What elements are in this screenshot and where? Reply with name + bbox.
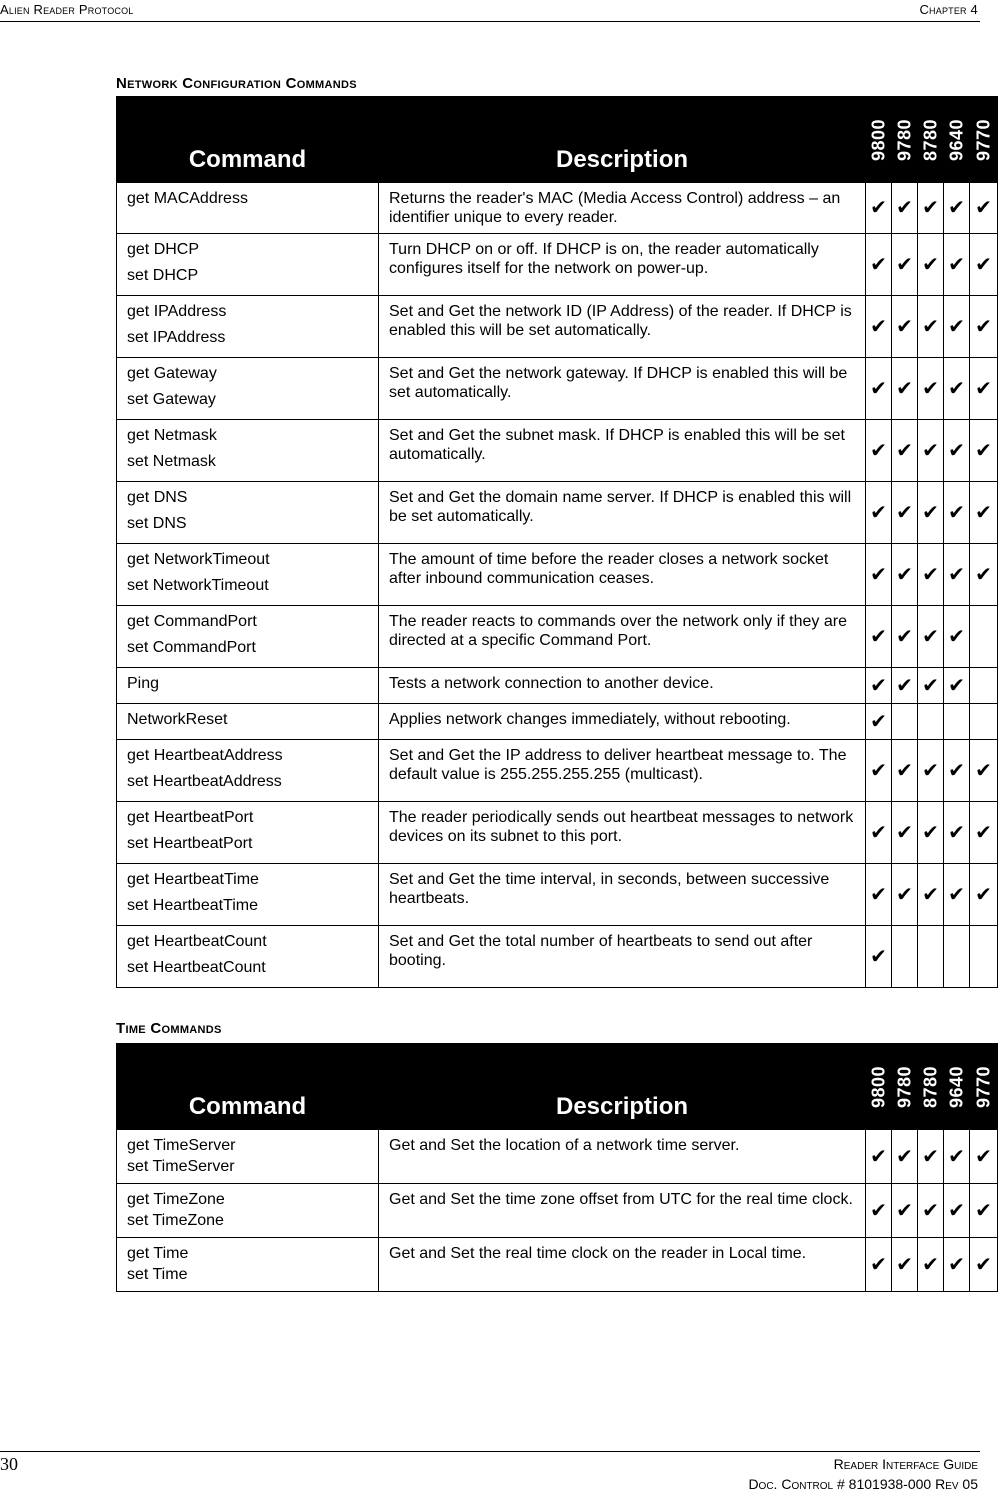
table-row <box>117 1238 998 1292</box>
column-header-command: Command <box>117 1044 379 1130</box>
table-row <box>117 420 998 482</box>
description-cell: Turn DHCP on or off. If DHCP is on, the reader automatically configures itself for the network on power-up. <box>379 234 866 296</box>
table-row <box>117 802 998 864</box>
table-header-row <box>117 1044 998 1130</box>
command-cell <box>117 1238 379 1292</box>
description-cell: Set and Get the subnet mask. If DHCP is enabled this will be set automatically. <box>379 420 866 482</box>
checkmark-icon: ✔ <box>866 704 892 740</box>
command-cell <box>117 864 379 926</box>
command-name: get NetworkTimeout <box>127 551 270 568</box>
checkmark-icon: ✔ <box>892 544 918 606</box>
footer-info <box>748 1454 978 1494</box>
checkmark-icon <box>918 704 944 740</box>
checkmark-icon: ✔ <box>970 1238 998 1292</box>
description-cell: Tests a network connection to another device. <box>379 668 866 704</box>
table-row <box>117 234 998 296</box>
table-row <box>117 358 998 420</box>
column-header-model: 9800 <box>866 97 892 183</box>
time-commands-table <box>116 1043 998 1292</box>
checkmark-icon: ✔ <box>944 668 970 704</box>
checkmark-icon: ✔ <box>944 1130 970 1184</box>
command-name: get HeartbeatCount <box>127 933 267 950</box>
checkmark-icon: ✔ <box>866 606 892 668</box>
command-name: NetworkReset <box>127 711 228 728</box>
command-name: get MACAddress <box>127 190 248 207</box>
checkmark-icon: ✔ <box>944 482 970 544</box>
table-row <box>117 544 998 606</box>
checkmark-icon: ✔ <box>892 1238 918 1292</box>
header-chapter: Chapter 4 <box>919 2 978 17</box>
table-row <box>117 296 998 358</box>
table-row <box>117 704 998 740</box>
checkmark-icon: ✔ <box>944 183 970 234</box>
command-name: set NetworkTimeout <box>127 577 269 594</box>
checkmark-icon <box>970 926 998 988</box>
checkmark-icon: ✔ <box>866 926 892 988</box>
table-row <box>117 864 998 926</box>
checkmark-icon: ✔ <box>918 358 944 420</box>
checkmark-icon: ✔ <box>918 482 944 544</box>
table-header-row <box>117 97 998 183</box>
page-number: 30 <box>0 1454 18 1474</box>
checkmark-icon: ✔ <box>970 864 998 926</box>
checkmark-icon: ✔ <box>944 802 970 864</box>
table-row <box>117 183 998 234</box>
command-name: get Netmask <box>127 427 217 444</box>
command-name: get IPAddress <box>127 303 227 320</box>
checkmark-icon: ✔ <box>866 1238 892 1292</box>
command-name: get DNS <box>127 489 188 506</box>
checkmark-icon: ✔ <box>892 1184 918 1238</box>
command-cell <box>117 1130 379 1184</box>
checkmark-icon: ✔ <box>944 420 970 482</box>
checkmark-icon: ✔ <box>892 183 918 234</box>
checkmark-icon: ✔ <box>970 234 998 296</box>
command-cell <box>117 234 379 296</box>
command-name: set DHCP <box>127 267 199 284</box>
checkmark-icon <box>970 668 998 704</box>
checkmark-icon: ✔ <box>944 358 970 420</box>
column-header-description: Description <box>379 97 866 183</box>
checkmark-icon: ✔ <box>944 544 970 606</box>
command-cell <box>117 668 379 704</box>
checkmark-icon: ✔ <box>892 864 918 926</box>
table-row <box>117 926 998 988</box>
table-row <box>117 1184 998 1238</box>
description-cell: Set and Get the time interval, in seconds, between successive heartbeats. <box>379 864 866 926</box>
column-header-model: 9800 <box>866 1044 892 1130</box>
checkmark-icon: ✔ <box>866 420 892 482</box>
column-header-command: Command <box>117 97 379 183</box>
command-name: get TimeServer <box>127 1137 236 1154</box>
footer-doc-control: Doc. Control # 8101938-000 Rev 05 <box>748 1476 978 1492</box>
checkmark-icon <box>944 704 970 740</box>
description-cell: The reader reacts to commands over the network only if they are directed at a specific Command Port. <box>379 606 866 668</box>
table-row <box>117 668 998 704</box>
checkmark-icon <box>892 704 918 740</box>
network-commands-table <box>116 96 998 988</box>
checkmark-icon: ✔ <box>866 234 892 296</box>
command-cell <box>117 358 379 420</box>
table-row <box>117 606 998 668</box>
description-cell: Get and Set the real time clock on the reader in Local time. <box>379 1238 866 1292</box>
checkmark-icon: ✔ <box>866 802 892 864</box>
command-name: set Time <box>127 1266 188 1283</box>
checkmark-icon: ✔ <box>866 864 892 926</box>
command-cell <box>117 1184 379 1238</box>
checkmark-icon: ✔ <box>866 482 892 544</box>
description-cell: Get and Set the time zone offset from UTC for the real time clock. <box>379 1184 866 1238</box>
command-name: get TimeZone <box>127 1191 225 1208</box>
command-name: set CommandPort <box>127 639 256 656</box>
description-cell: Returns the reader's MAC (Media Access Control) address – an identifier unique to every reader. <box>379 183 866 234</box>
checkmark-icon <box>970 606 998 668</box>
checkmark-icon: ✔ <box>918 802 944 864</box>
column-header-model: 9640 <box>944 1044 970 1130</box>
command-name: set HeartbeatAddress <box>127 773 282 790</box>
command-name: set HeartbeatCount <box>127 959 266 976</box>
column-header-model: 9780 <box>892 97 918 183</box>
checkmark-icon: ✔ <box>918 668 944 704</box>
checkmark-icon: ✔ <box>944 606 970 668</box>
description-cell: Set and Get the total number of heartbeats to send out after booting. <box>379 926 866 988</box>
description-cell: Get and Set the location of a network time server. <box>379 1130 866 1184</box>
command-name: set DNS <box>127 515 187 532</box>
checkmark-icon: ✔ <box>892 482 918 544</box>
table-row <box>117 740 998 802</box>
checkmark-icon: ✔ <box>866 296 892 358</box>
footer-guide-title: Reader Interface Guide <box>833 1456 978 1472</box>
column-header-model: 8780 <box>918 97 944 183</box>
checkmark-icon: ✔ <box>970 1130 998 1184</box>
checkmark-icon: ✔ <box>918 1238 944 1292</box>
column-header-description: Description <box>379 1044 866 1130</box>
command-name: get HeartbeatTime <box>127 871 259 888</box>
checkmark-icon: ✔ <box>970 740 998 802</box>
command-name: set TimeZone <box>127 1212 224 1229</box>
checkmark-icon: ✔ <box>866 183 892 234</box>
column-header-model: 9780 <box>892 1044 918 1130</box>
checkmark-icon: ✔ <box>918 183 944 234</box>
checkmark-icon: ✔ <box>944 740 970 802</box>
checkmark-icon: ✔ <box>918 420 944 482</box>
checkmark-icon <box>918 926 944 988</box>
checkmark-icon: ✔ <box>970 296 998 358</box>
checkmark-icon: ✔ <box>944 1184 970 1238</box>
checkmark-icon <box>944 926 970 988</box>
command-name: get HeartbeatPort <box>127 809 254 826</box>
checkmark-icon <box>970 704 998 740</box>
checkmark-icon: ✔ <box>918 864 944 926</box>
command-cell <box>117 606 379 668</box>
network-section-title: Network Configuration Commands <box>116 75 357 92</box>
checkmark-icon: ✔ <box>892 802 918 864</box>
description-cell: Set and Get the IP address to deliver heartbeat message to. The default value is 255.255.255.255 (multicast). <box>379 740 866 802</box>
description-cell: Applies network changes immediately, without rebooting. <box>379 704 866 740</box>
column-header-model: 9770 <box>970 1044 998 1130</box>
command-cell <box>117 802 379 864</box>
checkmark-icon: ✔ <box>970 1184 998 1238</box>
checkmark-icon: ✔ <box>892 296 918 358</box>
checkmark-icon: ✔ <box>970 358 998 420</box>
checkmark-icon: ✔ <box>970 482 998 544</box>
checkmark-icon: ✔ <box>918 544 944 606</box>
checkmark-icon: ✔ <box>892 740 918 802</box>
checkmark-icon: ✔ <box>892 668 918 704</box>
checkmark-icon: ✔ <box>918 1184 944 1238</box>
checkmark-icon: ✔ <box>892 234 918 296</box>
command-name: set HeartbeatTime <box>127 897 259 914</box>
command-cell <box>117 926 379 988</box>
time-section-title: Time Commands <box>116 1020 222 1037</box>
command-cell <box>117 183 379 234</box>
command-cell <box>117 296 379 358</box>
header-rule <box>0 21 980 22</box>
checkmark-icon: ✔ <box>970 420 998 482</box>
checkmark-icon: ✔ <box>918 740 944 802</box>
column-header-model: 9640 <box>944 97 970 183</box>
command-cell <box>117 704 379 740</box>
command-name: set HeartbeatPort <box>127 835 253 852</box>
description-cell: Set and Get the domain name server. If DHCP is enabled this will be set automatically. <box>379 482 866 544</box>
checkmark-icon: ✔ <box>944 234 970 296</box>
command-name: get Time <box>127 1245 189 1262</box>
checkmark-icon: ✔ <box>892 420 918 482</box>
checkmark-icon: ✔ <box>866 740 892 802</box>
table-row <box>117 482 998 544</box>
command-cell <box>117 740 379 802</box>
checkmark-icon: ✔ <box>970 183 998 234</box>
description-cell: The reader periodically sends out heartbeat messages to network devices on its subnet to this port. <box>379 802 866 864</box>
command-cell <box>117 544 379 606</box>
footer-rule <box>0 1451 980 1452</box>
checkmark-icon: ✔ <box>918 606 944 668</box>
description-cell: Set and Get the network ID (IP Address) of the reader. If DHCP is enabled this will be set automatically. <box>379 296 866 358</box>
command-cell <box>117 482 379 544</box>
checkmark-icon: ✔ <box>866 544 892 606</box>
checkmark-icon: ✔ <box>866 358 892 420</box>
column-header-model: 9770 <box>970 97 998 183</box>
command-cell <box>117 420 379 482</box>
checkmark-icon: ✔ <box>918 296 944 358</box>
command-name: get Gateway <box>127 365 217 382</box>
command-name: set Gateway <box>127 391 216 408</box>
checkmark-icon <box>892 926 918 988</box>
checkmark-icon: ✔ <box>892 606 918 668</box>
checkmark-icon: ✔ <box>892 1130 918 1184</box>
command-name: set TimeServer <box>127 1158 235 1175</box>
command-name: get DHCP <box>127 241 200 258</box>
command-name: get HeartbeatAddress <box>127 747 283 764</box>
checkmark-icon: ✔ <box>918 234 944 296</box>
checkmark-icon: ✔ <box>944 1238 970 1292</box>
command-name: set Netmask <box>127 453 216 470</box>
checkmark-icon: ✔ <box>918 1130 944 1184</box>
description-cell: Set and Get the network gateway. If DHCP is enabled this will be set automatically. <box>379 358 866 420</box>
checkmark-icon: ✔ <box>970 544 998 606</box>
header-title: Alien Reader Protocol <box>0 2 134 17</box>
table-row <box>117 1130 998 1184</box>
checkmark-icon: ✔ <box>866 1184 892 1238</box>
command-name: get CommandPort <box>127 613 257 630</box>
checkmark-icon: ✔ <box>970 802 998 864</box>
checkmark-icon: ✔ <box>866 668 892 704</box>
checkmark-icon: ✔ <box>944 296 970 358</box>
checkmark-icon: ✔ <box>944 864 970 926</box>
command-name: set IPAddress <box>127 329 226 346</box>
checkmark-icon: ✔ <box>866 1130 892 1184</box>
column-header-model: 8780 <box>918 1044 944 1130</box>
command-name: Ping <box>127 675 160 692</box>
checkmark-icon: ✔ <box>892 358 918 420</box>
description-cell: The amount of time before the reader closes a network socket after inbound communication ceases. <box>379 544 866 606</box>
